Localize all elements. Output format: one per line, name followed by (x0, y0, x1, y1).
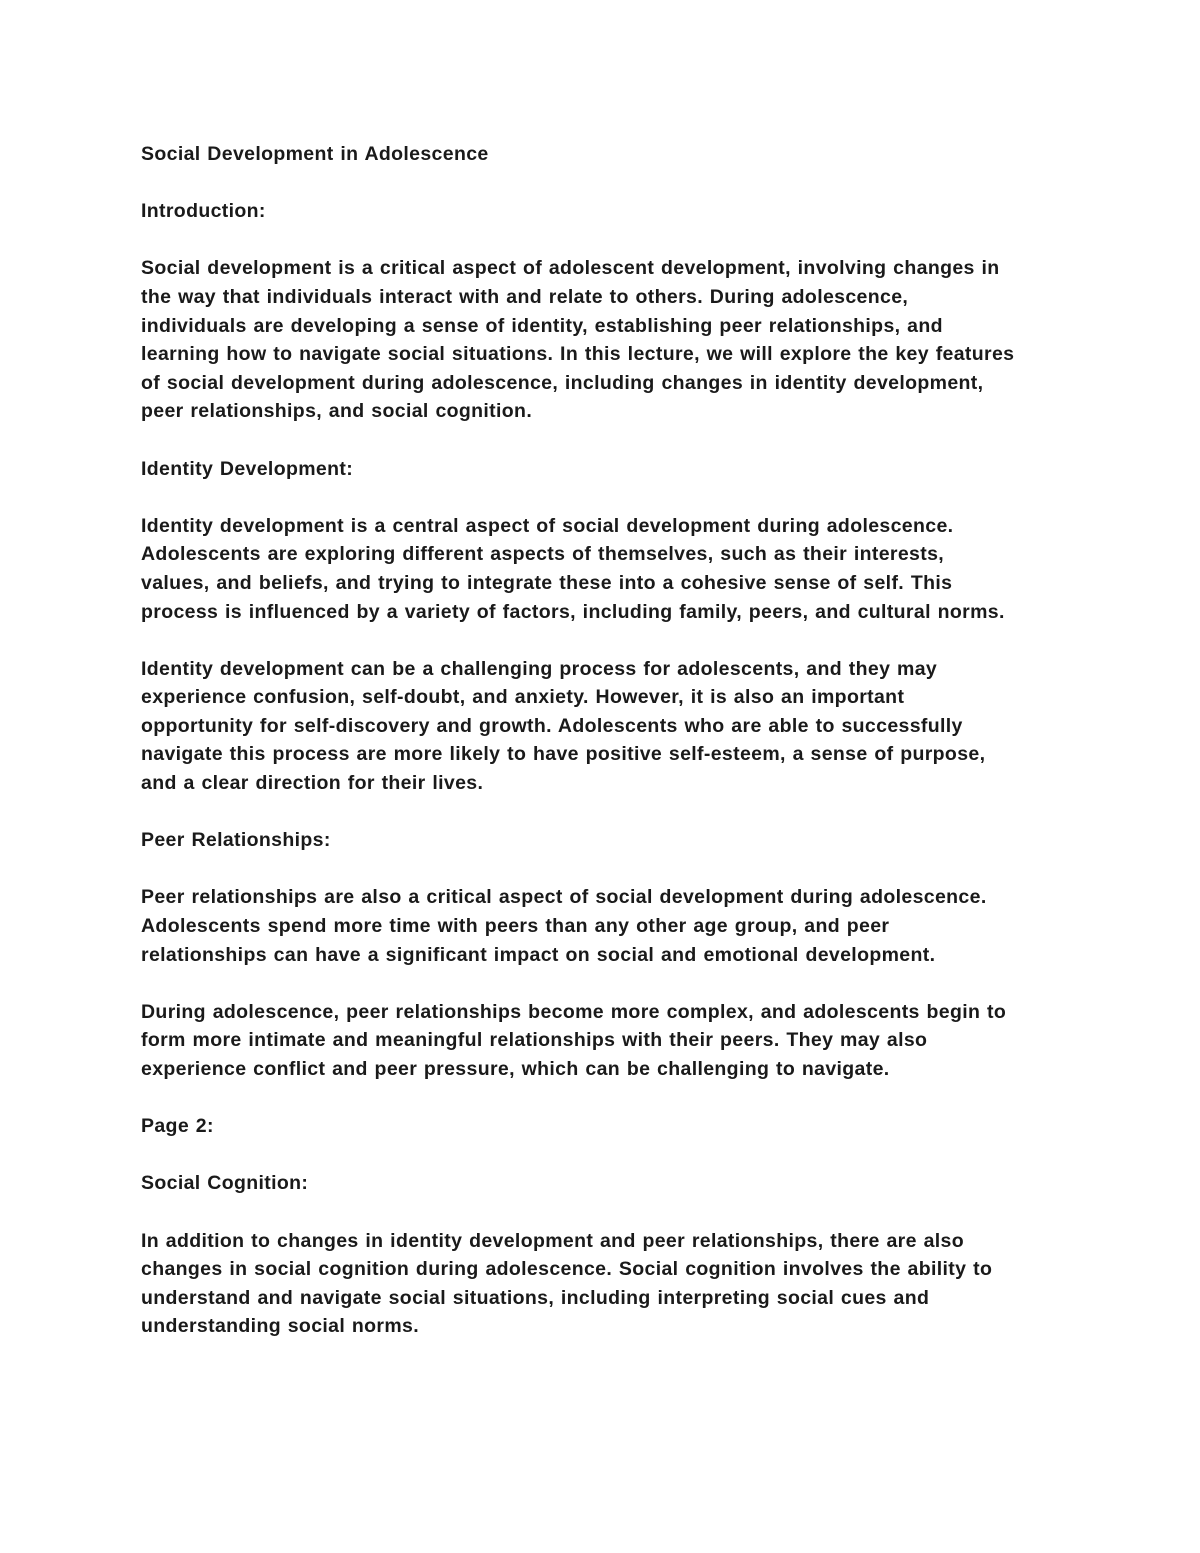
paragraph-identity-2: Identity development can be a challenging process for adolescents, and they may experience confusion, self-doubt, and anxiety. However, it is also an important opportunity for self-discovery and growth. Adolescents who are able to successfully navigate this process are more likely to have positive self-esteem, a sense of purpose, and a clear direction for their lives. (141, 657, 986, 795)
section-heading-social-cognition: Social Cognition: (141, 1172, 309, 1195)
paragraph-introduction: Social development is a critical aspect of adolescent development, involving changes in the way that individuals interact with and relate to others. During adolescence, individuals are developing a sense of identity, establishing peer relationships, and learning how to navigate social situations. In this lecture, we will explore the key features of social development during adolescence, including changes in identity development, peer relationships, and social cognition. (141, 257, 1015, 423)
section-heading-identity-development: Identity Development: (141, 457, 354, 480)
section-heading-peer-relationships: Peer Relationships: (141, 829, 331, 852)
paragraph-social-cognition: In addition to changes in identity development and peer relationships, there are also changes in social cognition during adolescence. Social cognition involves the ability to understand and navigate social situations, including interpreting social cues and understanding social norms. (141, 1229, 993, 1338)
document-body (141, 140, 1066, 1370)
paragraph-peer-2: During adolescence, peer relationships become more complex, and adolescents begin to form more intimate and meaningful relationships with their peers. They may also experience conflict and peer pressure, which can be challenging to navigate. (141, 1000, 1007, 1080)
section-heading-introduction: Introduction: (141, 200, 266, 223)
document-title: Social Development in Adolescence (141, 143, 489, 165)
paragraph-peer-1: Peer relationships are also a critical aspect of social development during adolescence. Adolescents spend more time with peers than any other age group, and peer relationships can have a significant impact on social and emotional development. (141, 886, 987, 966)
paragraph-identity-1: Identity development is a central aspect of social development during adolescence. Adolescents are exploring different aspects of themselves, such as their interests, values, and beliefs, and trying to integrate these into a cohesive sense of self. This process is influenced by a variety of factors, including family, peers, and cultural norms. (141, 514, 1005, 623)
page-marker: Page 2: (141, 1115, 214, 1138)
